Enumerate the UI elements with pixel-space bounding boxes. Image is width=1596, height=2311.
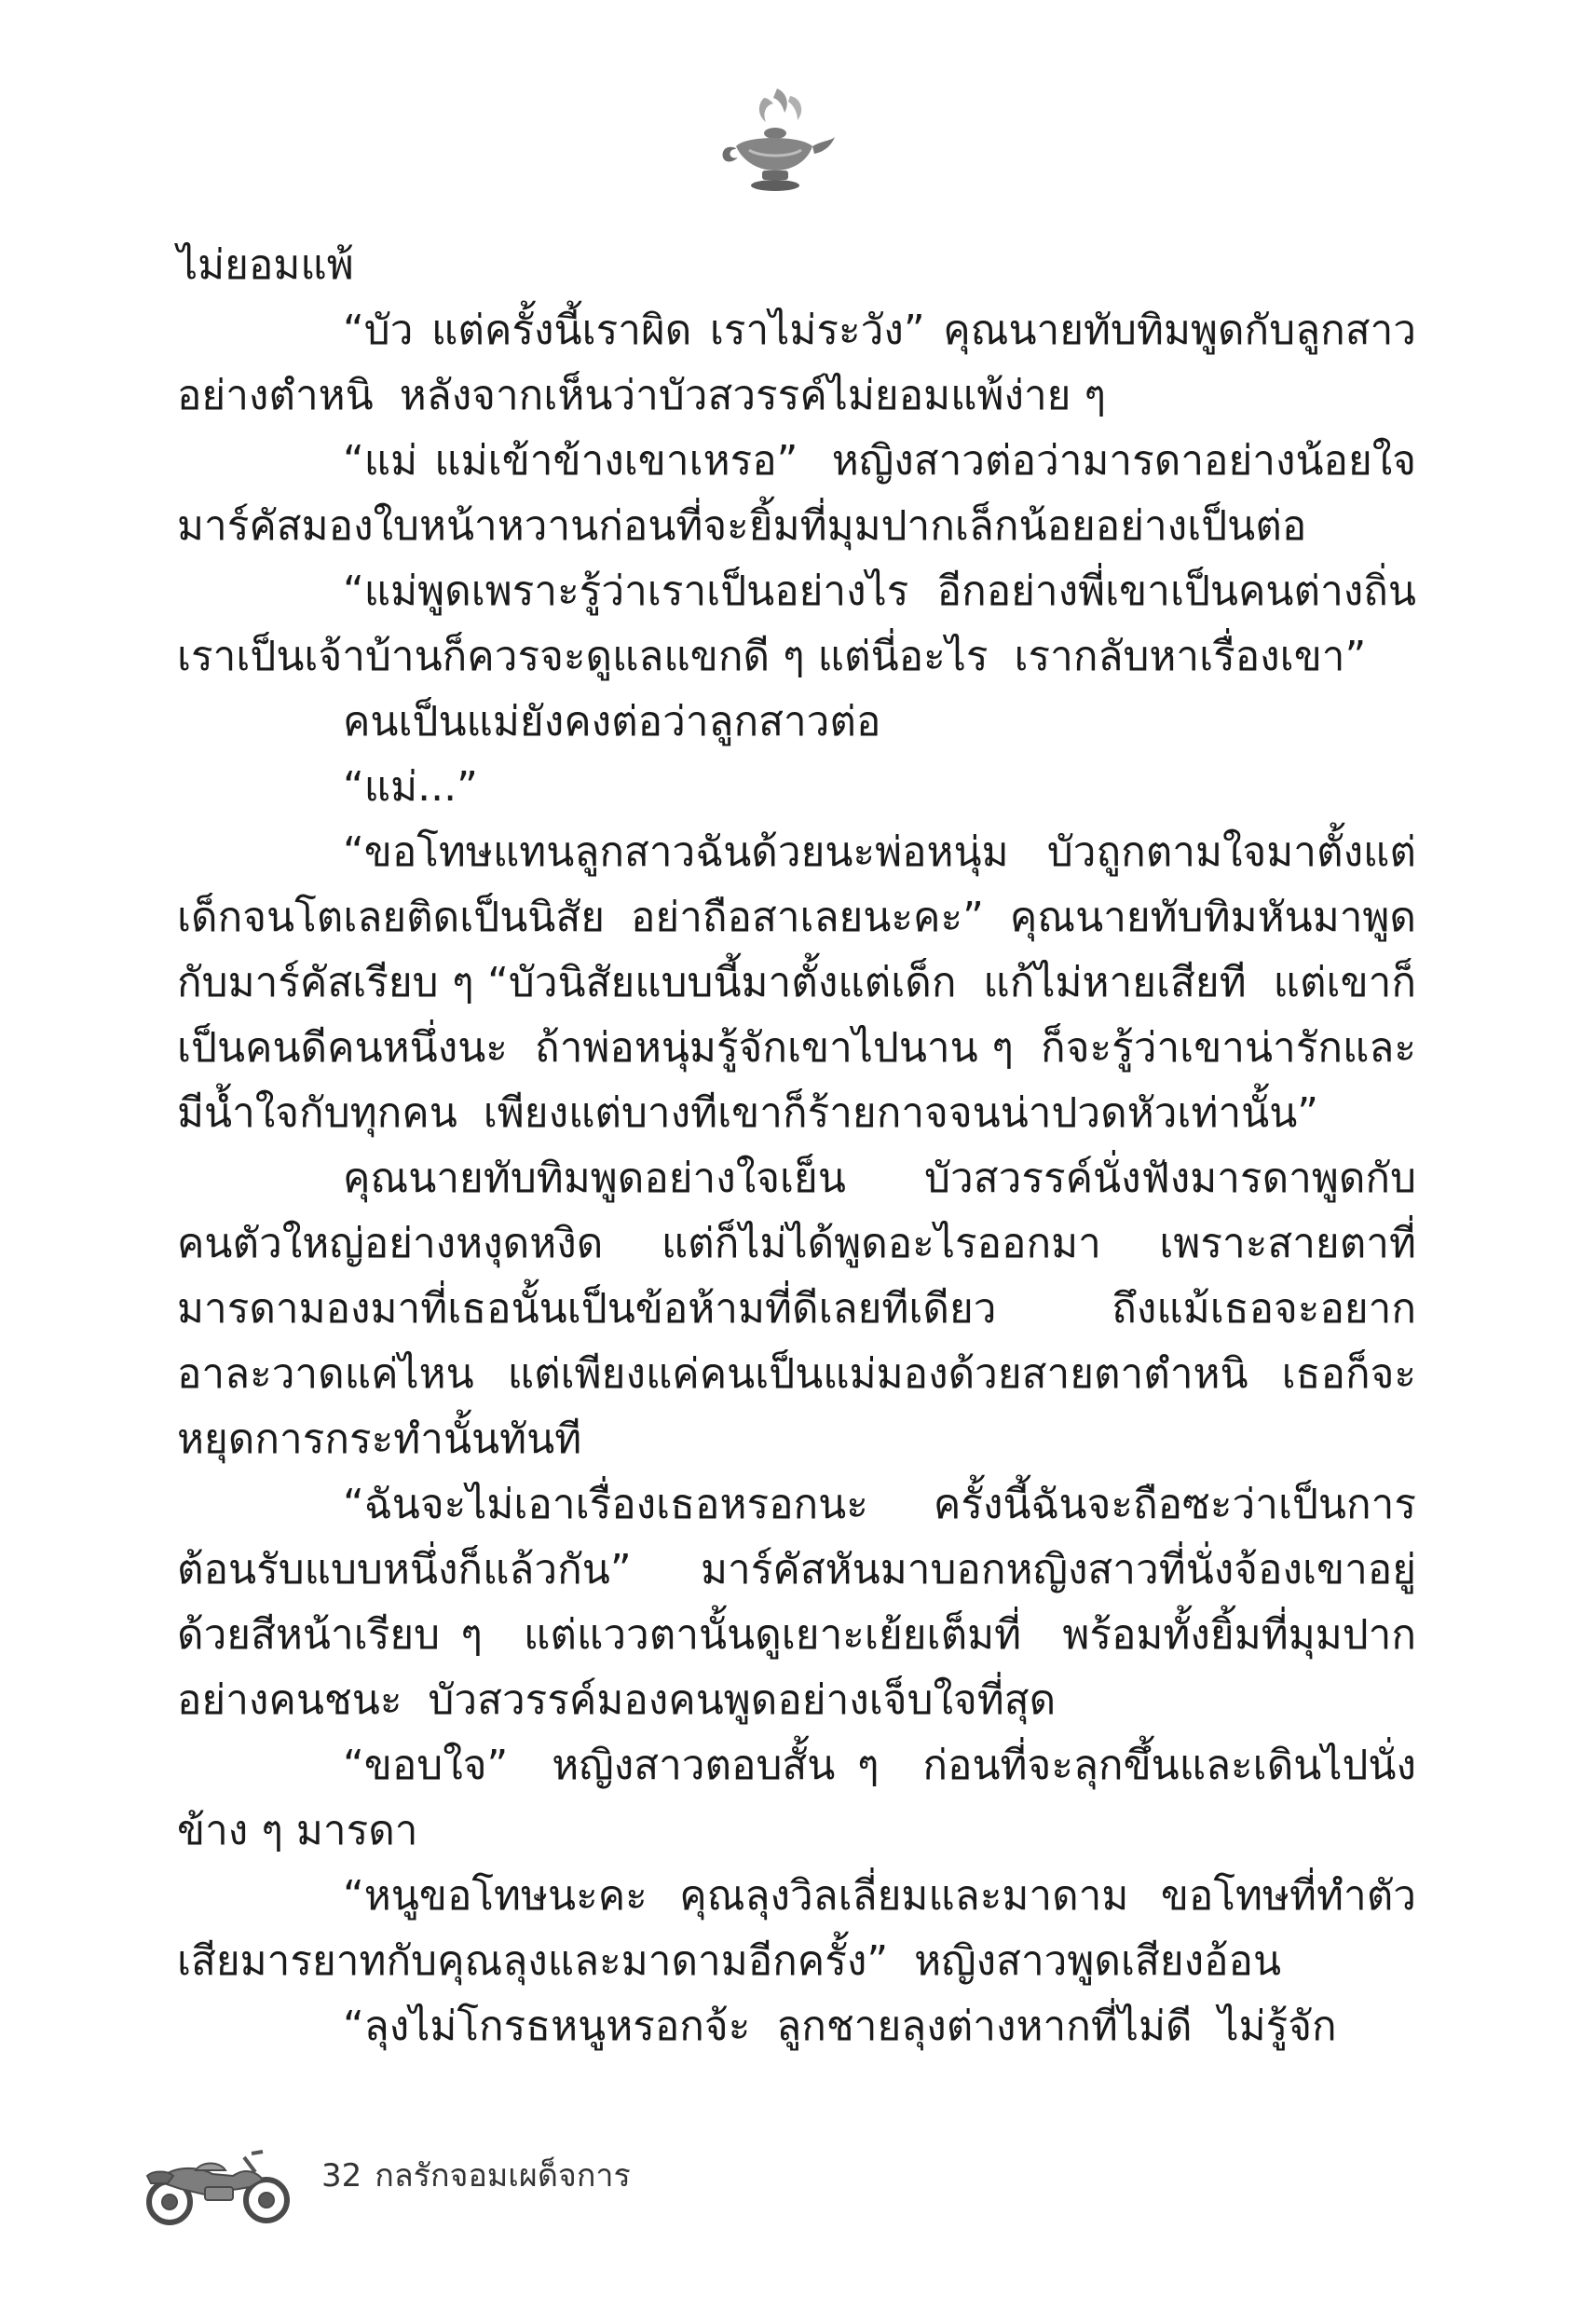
footer-caption	[321, 2157, 644, 2195]
paragraph: “ขอโทษแทนลูกสาวฉันด้วยนะพ่อหนุ่ม บัวถูกตามใจมาตั้งแต่เด็กจนโตเลยติดเป็นนิสัย อย่าถือสาเลยนะคะ” คุณนายทับทิมหันมาพูดกับมาร์คัสเรียบ ๆ “บัวนิสัยแบบนี้มาตั้งแต่เด็ก แก้ไม่หายเสียที แต่เขาก็เป็นคนดีคนหนึ่งนะ ถ้าพ่อหนุ่มรู้จักเขาไปนาน ๆ ก็จะรู้ว่าเขาน่ารักและมีน้ำใจกับทุกคน เพียงแต่บางทีเขาก็ร้ายกาจจนน่าปวดหัวเท่านั้น”	[177, 828, 1416, 1137]
paragraph: “ขอบใจ” หญิงสาวตอบสั้น ๆ ก่อนที่จะลุกขึ้นและเดินไปนั่งข้าง ๆ มารดา	[177, 1742, 1416, 1854]
story-body	[177, 233, 1429, 2059]
magic-lamp-icon	[708, 79, 839, 210]
motorcycle-icon	[140, 2129, 293, 2232]
paragraph: “ฉันจะไม่เอาเรื่องเธอหรอกนะ ครั้งนี้ฉันจะถือซะว่าเป็นการต้อนรับแบบหนึ่งก็แล้วกัน” มาร์คัสหันมาบอกหญิงสาวที่นั่งจ้องเขาอยู่ด้วยสีหน้าเรียบ ๆ แต่แววตานั้นดูเยาะเย้ยเต็มที่ พร้อมทั้งยิ้มที่มุมปากอย่างคนชนะ บัวสวรรค์มองคนพูดอย่างเจ็บใจที่สุด	[177, 1481, 1416, 1724]
paragraph: “แม่...”	[343, 763, 478, 811]
book-title: กลรักจอมเผด็จการ	[375, 2157, 631, 2195]
paragraph: “ลุงไม่โกรธหนูหรอกจ้ะ ลูกชายลุงต่างหากที่ไม่ดี ไม่รู้จัก	[343, 2003, 1337, 2050]
paragraph: “บัว แต่ครั้งนี้เราผิด เราไม่ระวัง” คุณนายทับทิมพูดกับลูกสาวอย่างตำหนิ หลังจากเห็นว่าบัวสวรรค์ไม่ยอมแพ้ง่าย ๆ	[177, 307, 1416, 419]
page-number: 32	[321, 2157, 362, 2195]
paragraph: ไม่ยอมแพ้	[177, 241, 354, 289]
page-footer	[140, 2129, 699, 2241]
paragraph: คนเป็นแม่ยังคงต่อว่าลูกสาวต่อ	[343, 698, 881, 745]
paragraph: “แม่ แม่เข้าข้างเขาเหรอ” หญิงสาวต่อว่ามารดาอย่างน้อยใจ มาร์คัสมองใบหน้าหวานก่อนที่จะยิ้มที่มุมปากเล็กน้อยอย่างเป็นต่อ	[177, 437, 1429, 550]
paragraph: “แม่พูดเพราะรู้ว่าเราเป็นอย่างไร อีกอย่างพี่เขาเป็นคนต่างถิ่น เราเป็นเจ้าบ้านก็ควรจะดูแลแขกดี ๆ แต่นี่อะไร เรากลับหาเรื่องเขา”	[177, 567, 1429, 680]
paragraph: คุณนายทับทิมพูดอย่างใจเย็น บัวสวรรค์นั่งฟังมารดาพูดกับคนตัวใหญ่อย่างหงุดหงิด แต่ก็ไม่ได้พูดอะไรออกมา เพราะสายตาที่มารดามองมาที่เธอนั้นเป็นข้อห้ามที่ดีเลยทีเดียว ถึงแม้เธอจะอยากอาละวาดแค่ไหน แต่เพียงแค่คนเป็นแม่มองด้วยสายตาตำหนิ เธอก็จะหยุดการกระทำนั้นทันที	[177, 1155, 1416, 1463]
paragraph: “หนูขอโทษนะคะ คุณลุงวิลเลี่ยมและมาดาม ขอโทษที่ทำตัวเสียมารยาทกับคุณลุงและมาดามอีกครั้ง” หญิงสาวพูดเสียงอ้อน	[177, 1872, 1416, 1985]
